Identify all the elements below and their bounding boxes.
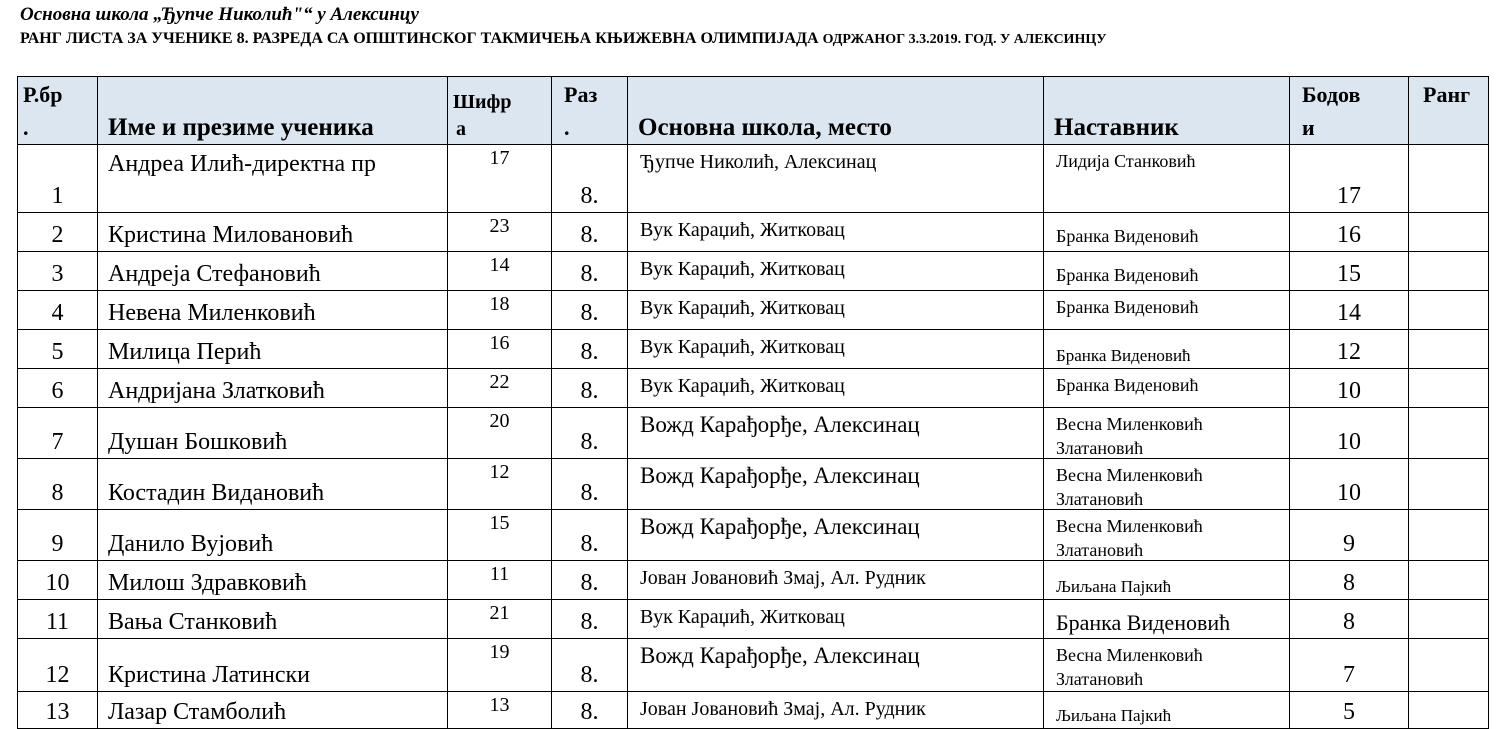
cell-mentor — [1044, 561, 1290, 600]
cell-grade-text: 8. — [580, 378, 599, 404]
cell-mentor-text: Бранка Виденовић — [1056, 226, 1199, 246]
table-row — [18, 510, 1489, 561]
cell-points-text: 10 — [1337, 429, 1361, 455]
cell-code — [448, 600, 552, 639]
col-header-points-top: Бодов — [1302, 82, 1361, 107]
cell-code — [448, 459, 552, 510]
cell-rank — [1409, 369, 1489, 408]
cell-code — [448, 213, 552, 252]
table-row — [18, 561, 1489, 600]
col-header-points — [1290, 77, 1409, 145]
cell-points-text: 17 — [1337, 183, 1361, 209]
cell-school — [628, 330, 1044, 369]
cell-name — [98, 600, 448, 639]
cell-points — [1290, 369, 1409, 408]
cell-school-text: Ђупче Николић, Алексинац — [640, 151, 877, 173]
col-header-rbr — [18, 77, 98, 145]
cell-mentor-text: Бранка Виденовић — [1056, 375, 1199, 395]
cell-grade — [552, 692, 628, 729]
cell-name — [98, 459, 448, 510]
table-row — [18, 291, 1489, 330]
cell-code-text: 11 — [489, 563, 510, 585]
cell-grade-text: 8. — [580, 531, 599, 557]
cell-school-text: Вожд Карађорђе, Алексинац — [640, 463, 920, 488]
cell-mentor-text: Весна Миленковић Златановић — [1056, 465, 1203, 509]
cell-mentor — [1044, 252, 1290, 291]
cell-rank — [1409, 291, 1489, 330]
cell-grade — [552, 639, 628, 692]
col-header-grade-bottom: . — [564, 115, 570, 140]
cell-mentor-text: Лидија Станковић — [1056, 151, 1196, 171]
cell-rbr — [18, 252, 98, 291]
cell-name-text: Андријана Златковић — [108, 378, 325, 404]
cell-points-text: 5 — [1343, 699, 1355, 725]
cell-name — [98, 145, 448, 213]
cell-school-text: Вожд Карађорђе, Алексинац — [640, 412, 920, 437]
col-header-rbr-top: Р.бр — [23, 82, 63, 107]
cell-rank — [1409, 459, 1489, 510]
cell-mentor-text: Љиљана Пајкић — [1056, 706, 1172, 725]
cell-points — [1290, 639, 1409, 692]
cell-rank — [1409, 692, 1489, 729]
cell-rbr — [18, 330, 98, 369]
cell-rbr-text: 7 — [51, 429, 64, 455]
cell-points-text: 9 — [1343, 531, 1355, 557]
cell-school — [628, 408, 1044, 459]
cell-rbr — [18, 408, 98, 459]
cell-name-text: Кристина Миловановић — [108, 222, 354, 248]
cell-grade-text: 8. — [580, 429, 599, 455]
cell-points-text: 15 — [1337, 261, 1361, 287]
cell-points-text: 7 — [1343, 662, 1355, 688]
cell-school-text: Вук Караџић, Житковац — [640, 375, 845, 397]
cell-code-text: 18 — [489, 293, 510, 315]
col-header-mentor — [1044, 77, 1290, 145]
cell-name — [98, 213, 448, 252]
col-header-grade-top: Раз — [564, 82, 598, 107]
cell-points-text: 14 — [1337, 300, 1361, 326]
col-header-grade — [552, 77, 628, 145]
cell-code-text: 19 — [489, 641, 510, 663]
col-header-school-label: Основна школа, место — [638, 114, 892, 141]
cell-grade — [552, 369, 628, 408]
cell-grade — [552, 252, 628, 291]
cell-name — [98, 369, 448, 408]
col-header-points-bottom: и — [1302, 115, 1315, 140]
cell-grade — [552, 510, 628, 561]
cell-grade — [552, 600, 628, 639]
cell-code — [448, 145, 552, 213]
cell-grade — [552, 145, 628, 213]
cell-rbr-text: 8 — [51, 480, 64, 506]
cell-grade-text: 8. — [580, 609, 599, 635]
cell-school-text: Вук Караџић, Житковац — [640, 336, 845, 358]
cell-points-text: 8 — [1343, 609, 1355, 635]
table-row — [18, 600, 1489, 639]
cell-grade — [552, 291, 628, 330]
cell-rank — [1409, 600, 1489, 639]
cell-name — [98, 408, 448, 459]
col-header-code — [448, 77, 552, 145]
cell-points — [1290, 145, 1409, 213]
cell-school-text: Јован Јовановић Змај, Ал. Рудник — [640, 698, 926, 720]
cell-rank — [1409, 252, 1489, 291]
cell-code — [448, 510, 552, 561]
cell-rbr-text: 5 — [51, 339, 64, 365]
cell-name — [98, 510, 448, 561]
title-main: РАНГ ЛИСТА ЗА УЧЕНИКЕ 8. РАЗРЕДА СА ОПШТИНСКОГ ТАКМИЧЕЊА КЊИЖЕВНА ОЛИМПИЈАДА — [20, 30, 823, 47]
cell-code-text: 13 — [489, 694, 510, 716]
cell-rbr-text: 10 — [45, 570, 70, 596]
cell-rbr-text: 3 — [51, 261, 64, 287]
cell-points — [1290, 600, 1409, 639]
col-header-rank-label: Ранг — [1423, 82, 1471, 107]
cell-rbr-text: 11 — [45, 609, 70, 635]
cell-name — [98, 692, 448, 729]
cell-school-text: Вожд Карађорђе, Алексинац — [640, 643, 920, 668]
cell-mentor — [1044, 510, 1290, 561]
cell-name — [98, 252, 448, 291]
cell-rank — [1409, 213, 1489, 252]
cell-rbr-text: 13 — [45, 699, 70, 725]
cell-rbr — [18, 459, 98, 510]
cell-code-text: 21 — [489, 602, 510, 624]
col-header-code-bottom: а — [456, 118, 466, 140]
cell-rbr — [18, 510, 98, 561]
cell-rbr — [18, 145, 98, 213]
table-row — [18, 330, 1489, 369]
cell-points — [1290, 692, 1409, 729]
cell-rank — [1409, 330, 1489, 369]
cell-grade-text: 8. — [580, 183, 599, 209]
cell-mentor — [1044, 369, 1290, 408]
cell-grade-text: 8. — [580, 570, 599, 596]
cell-rbr-text: 4 — [51, 300, 64, 326]
cell-rbr-text: 12 — [45, 662, 70, 688]
table-row — [18, 639, 1489, 692]
cell-mentor — [1044, 145, 1290, 213]
cell-mentor-text: Весна Миленковић Златановић — [1056, 516, 1203, 560]
cell-rbr — [18, 369, 98, 408]
cell-rbr-text: 1 — [51, 183, 64, 209]
cell-name-text: Кристина Латински — [108, 662, 310, 688]
cell-rbr — [18, 213, 98, 252]
cell-school — [628, 692, 1044, 729]
cell-grade-text: 8. — [580, 300, 599, 326]
cell-mentor-text: Љиљана Пајкић — [1056, 577, 1172, 596]
cell-points — [1290, 213, 1409, 252]
cell-mentor-text: Бранка Виденовић — [1056, 610, 1231, 635]
col-header-name-label: Име и презиме ученика — [108, 114, 374, 141]
cell-school — [628, 510, 1044, 561]
cell-rank — [1409, 408, 1489, 459]
cell-mentor — [1044, 639, 1290, 692]
cell-code-text: 14 — [489, 254, 510, 276]
cell-school — [628, 291, 1044, 330]
cell-name-text: Костадин Видановић — [108, 480, 325, 506]
cell-code — [448, 692, 552, 729]
cell-school — [628, 600, 1044, 639]
cell-points-text: 10 — [1337, 480, 1361, 506]
cell-rbr — [18, 639, 98, 692]
table-row — [18, 408, 1489, 459]
table-header-row — [18, 77, 1489, 145]
cell-rbr-text: 2 — [51, 222, 64, 248]
cell-grade — [552, 213, 628, 252]
cell-name-text: Андреја Стефановић — [108, 261, 321, 287]
cell-school-text: Вук Караџић, Житковац — [640, 219, 845, 241]
table-row — [18, 369, 1489, 408]
table-row — [18, 692, 1489, 729]
cell-name — [98, 561, 448, 600]
cell-rbr — [18, 600, 98, 639]
cell-name — [98, 639, 448, 692]
cell-code — [448, 639, 552, 692]
cell-name-text: Данило Вујовић — [108, 531, 274, 557]
school-heading: Основна школа „Ђупче Николић"“ у Алексинцу — [20, 4, 419, 25]
cell-points — [1290, 561, 1409, 600]
cell-grade-text: 8. — [580, 339, 599, 365]
cell-mentor — [1044, 291, 1290, 330]
cell-school-text: Вук Караџић, Житковац — [640, 258, 845, 280]
table-row — [18, 213, 1489, 252]
cell-mentor-text: Бранка Виденовић — [1056, 297, 1199, 317]
cell-code — [448, 291, 552, 330]
cell-rank — [1409, 639, 1489, 692]
cell-name-text: Вања Станковић — [108, 609, 278, 635]
cell-rbr-text: 6 — [51, 378, 64, 404]
cell-rank — [1409, 145, 1489, 213]
cell-mentor-text: Бранка Виденовић — [1056, 265, 1199, 285]
cell-school — [628, 213, 1044, 252]
col-header-code-top: Шифр — [453, 91, 512, 113]
cell-points — [1290, 330, 1409, 369]
cell-points — [1290, 510, 1409, 561]
cell-grade-text: 8. — [580, 699, 599, 725]
cell-mentor — [1044, 692, 1290, 729]
cell-points — [1290, 459, 1409, 510]
cell-rank — [1409, 510, 1489, 561]
cell-name — [98, 291, 448, 330]
cell-points-text: 8 — [1343, 570, 1355, 596]
cell-grade-text: 8. — [580, 261, 599, 287]
cell-mentor — [1044, 330, 1290, 369]
cell-mentor — [1044, 459, 1290, 510]
cell-code-text: 12 — [489, 461, 510, 483]
cell-school — [628, 639, 1044, 692]
cell-school — [628, 459, 1044, 510]
table-row — [18, 459, 1489, 510]
cell-code-text: 23 — [489, 215, 510, 237]
cell-points — [1290, 408, 1409, 459]
cell-school — [628, 561, 1044, 600]
title-tail: ОДРЖАНОГ 3.3.2019. ГОД. У АЛЕКСИНЦУ — [822, 32, 1107, 47]
col-header-mentor-label: Наставник — [1054, 114, 1179, 141]
col-header-name — [98, 77, 448, 145]
col-header-rank — [1409, 77, 1489, 145]
cell-name-text: Невена Миленковић — [108, 300, 316, 326]
col-header-school — [628, 77, 1044, 145]
cell-rbr-text: 9 — [51, 531, 64, 557]
cell-name-text: Андреа Илић-директна пр — [108, 151, 377, 177]
cell-grade-text: 8. — [580, 222, 599, 248]
cell-name-text: Лазар Стамболић — [108, 699, 287, 725]
cell-mentor — [1044, 600, 1290, 639]
cell-grade — [552, 408, 628, 459]
cell-school — [628, 145, 1044, 213]
cell-rbr — [18, 692, 98, 729]
cell-name — [98, 330, 448, 369]
cell-mentor-text: Весна Миленковић Златановић — [1056, 414, 1203, 458]
cell-mentor — [1044, 408, 1290, 459]
cell-points-text: 12 — [1337, 339, 1361, 365]
cell-code-text: 15 — [489, 512, 510, 534]
cell-points-text: 10 — [1337, 378, 1361, 404]
cell-school-text: Јован Јовановић Змај, Ал. Рудник — [640, 567, 926, 589]
table-row — [18, 145, 1489, 213]
cell-name-text: Душан Бошковић — [108, 429, 288, 455]
cell-code-text: 20 — [489, 410, 510, 432]
cell-school-text: Вожд Карађорђе, Алексинац — [640, 514, 920, 539]
cell-school-text: Вук Караџић, Житковац — [640, 297, 845, 319]
cell-code — [448, 330, 552, 369]
cell-grade — [552, 330, 628, 369]
col-header-rbr-bottom: . — [23, 115, 29, 140]
cell-code-text: 17 — [489, 147, 510, 169]
cell-code — [448, 561, 552, 600]
cell-points-text: 16 — [1337, 222, 1361, 248]
document-title — [20, 29, 1480, 49]
cell-grade — [552, 561, 628, 600]
ranking-table — [17, 76, 1489, 729]
cell-code — [448, 408, 552, 459]
table-row — [18, 252, 1489, 291]
cell-name-text: Милица Перић — [108, 339, 262, 365]
cell-code — [448, 369, 552, 408]
cell-mentor — [1044, 213, 1290, 252]
cell-mentor-text: Весна Миленковић Златановић — [1056, 645, 1203, 689]
cell-code — [448, 252, 552, 291]
cell-school — [628, 252, 1044, 291]
cell-school — [628, 369, 1044, 408]
cell-points — [1290, 252, 1409, 291]
cell-grade-text: 8. — [580, 662, 599, 688]
cell-rank — [1409, 561, 1489, 600]
cell-points — [1290, 291, 1409, 330]
cell-code-text: 22 — [489, 371, 510, 393]
cell-rbr — [18, 291, 98, 330]
cell-mentor-text: Бранка Виденовић — [1056, 346, 1191, 365]
cell-rbr — [18, 561, 98, 600]
cell-school-text: Вук Караџић, Житковац — [640, 606, 845, 628]
cell-grade — [552, 459, 628, 510]
cell-name-text: Милош Здравковић — [108, 570, 307, 596]
cell-grade-text: 8. — [580, 480, 599, 506]
cell-code-text: 16 — [489, 332, 510, 354]
